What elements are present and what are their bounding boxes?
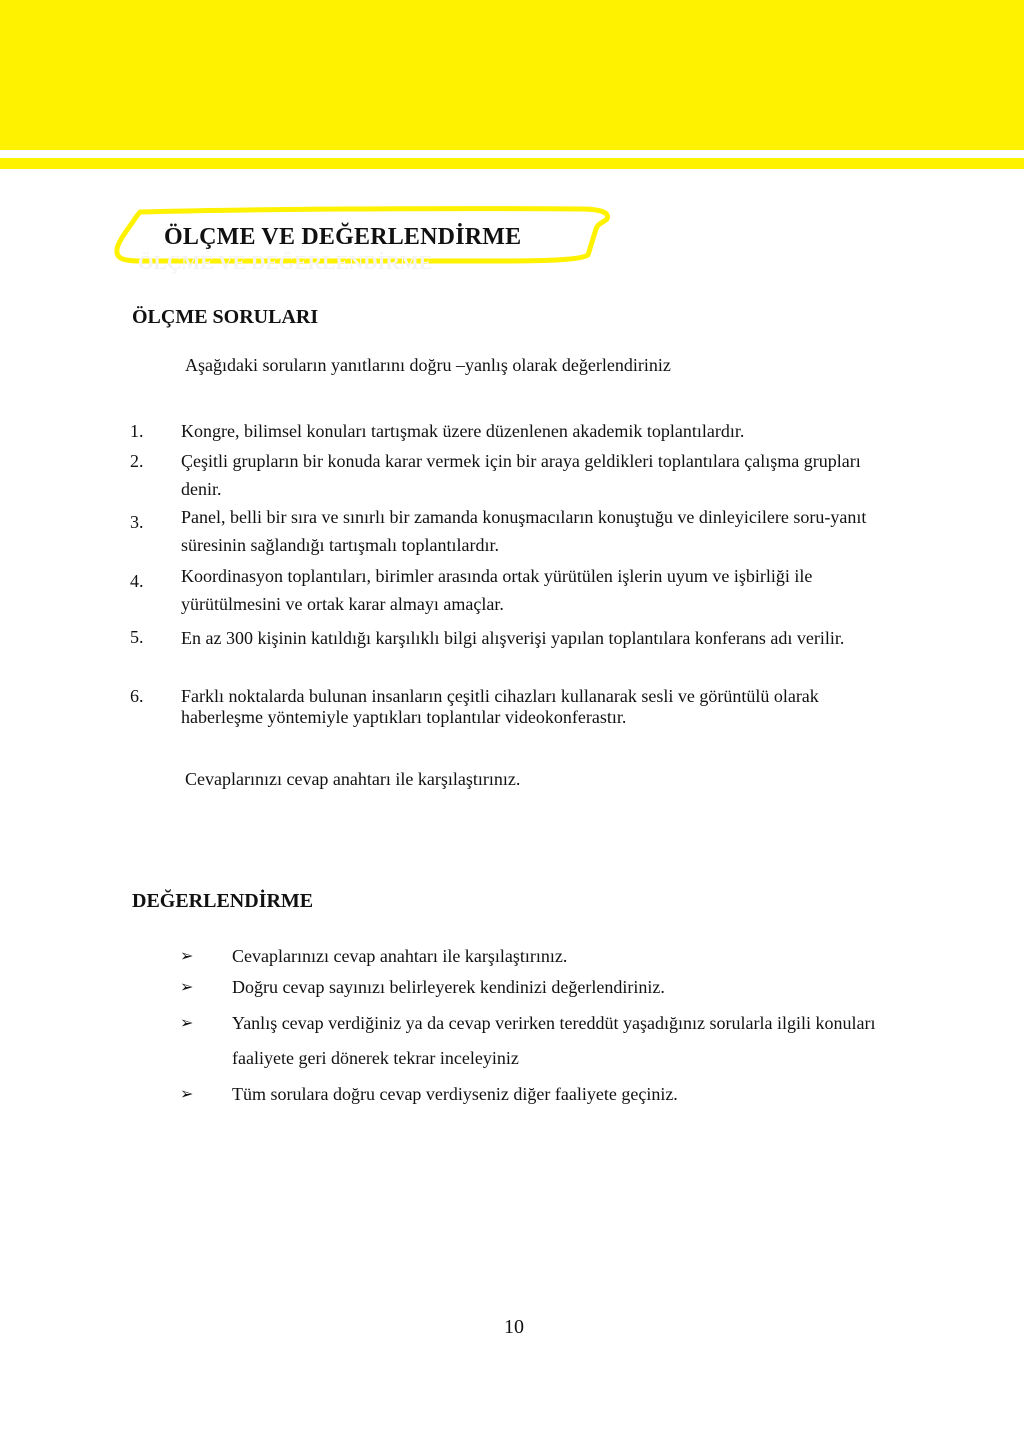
question-text: Farklı noktalarda bulunan insanların çeşitli cihazları kullanarak sesli ve görüntülü olarak haberleşme yöntemiyle yaptıkları toplantılar videokonferastır. (181, 686, 819, 727)
question-number: 5. (130, 627, 144, 647)
page-number: 10 (504, 1316, 524, 1338)
evaluation-item-text: Tüm sorulara doğru cevap verdiyseniz diğer faaliyete geçiniz. (232, 1084, 678, 1104)
measurement-instruction: Aşağıdaki soruların yanıtlarını doğru –yanlış olarak değerlendiriniz (185, 355, 671, 375)
header-yellow-stripe (0, 158, 1024, 169)
evaluation-item-text: Cevaplarınızı cevap anahtarı ile karşılaştırınız. (232, 946, 568, 966)
arrowhead-bullet-icon: ➢ (180, 1013, 194, 1032)
evaluation-item-text: Yanlış cevap verdiğiniz ya da cevap verirken tereddüt yaşadığınız sorularla ilgili konuları faaliyete geri dönerek tekrar inceleyiniz (232, 1013, 876, 1068)
evaluation-item-text: Doğru cevap sayınızı belirleyerek kendinizi değerlendiriniz. (232, 977, 665, 997)
question-number: 4. (130, 571, 144, 591)
arrowhead-bullet-icon: ➢ (180, 1084, 194, 1103)
arrowhead-bullet-icon: ➢ (180, 946, 194, 965)
question-number: 3. (130, 512, 144, 532)
question-text: En az 300 kişinin katıldığı karşılıklı bilgi alışverişi yapılan toplantılara konferans adı verilir. (181, 628, 845, 648)
question-text: Koordinasyon toplantıları, birimler arasında ortak yürütülen işlerin uyum ve işbirliği ile yürütülmesini ve ortak karar almayı amaçlar. (181, 566, 813, 614)
arrowhead-bullet-icon: ➢ (180, 977, 194, 996)
question-number: 1. (130, 421, 144, 441)
measurement-heading: ÖLÇME SORULARI (132, 306, 319, 328)
page-title: ÖLÇME VE DEĞERLENDİRME (164, 224, 522, 250)
question-number: 2. (130, 451, 144, 471)
measurement-closing: Cevaplarınızı cevap anahtarı ile karşılaştırınız. (185, 769, 521, 789)
title-shadow-text: ÖLÇME VE DEĞERLENDİRME (138, 252, 433, 274)
evaluation-heading: DEĞERLENDİRME (132, 890, 314, 912)
question-text: Kongre, bilimsel konuları tartışmak üzere düzenlenen akademik toplantılardır. (181, 421, 745, 441)
question-number: 6. (130, 686, 144, 706)
header-yellow-band (0, 0, 1024, 150)
question-text: Çeşitli grupların bir konuda karar vermek için bir araya geldikleri toplantılara çalışma grupları denir. (181, 451, 861, 499)
question-text: Panel, belli bir sıra ve sınırlı bir zamanda konuşmacıların konuştuğu ve dinleyicilere soru-yanıt süresinin sağlandığı tartışmalı toplantılardır. (181, 507, 867, 555)
